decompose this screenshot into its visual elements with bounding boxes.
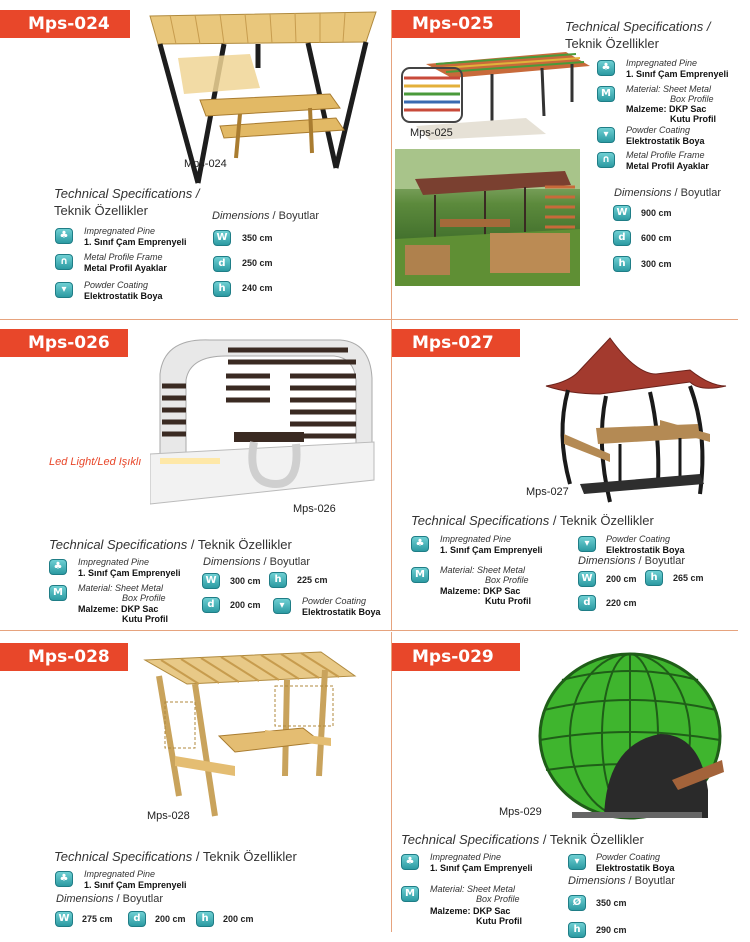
width-icon: W — [578, 571, 596, 587]
depth-value: 220 cm — [606, 598, 637, 608]
height-value: 290 cm — [596, 925, 627, 935]
frame-label-tr: Metal Profil Ayaklar — [626, 161, 709, 171]
width-value: 350 cm — [242, 233, 273, 243]
height-icon: h — [269, 572, 287, 588]
product-model-label: Mps-026 — [293, 503, 336, 515]
product-model-label: Mps-025 — [410, 127, 453, 139]
depth-value: 200 cm — [230, 600, 261, 610]
width-icon: W — [613, 205, 631, 221]
product-model-label: Mps-029 — [499, 806, 542, 818]
depth-icon: d — [202, 597, 220, 613]
tech-spec-subtitle: Teknik Özellikler — [565, 36, 659, 51]
height-icon: h — [613, 256, 631, 272]
pine-label-tr: 1. Sınıf Çam Emprenyeli — [84, 237, 187, 247]
box-profile-label-tr: Kutu Profil — [670, 114, 716, 124]
spray-icon: ▾ — [568, 854, 586, 870]
depth-value: 200 cm — [155, 914, 186, 924]
tech-spec-title: Technical Specifications / Teknik Özellikler — [401, 832, 644, 847]
product-image-mps-024 — [140, 8, 380, 193]
tree-icon: ♣ — [597, 60, 615, 76]
product-photo-mps-025 — [395, 149, 580, 286]
pine-label-en: Impregnated Pine — [84, 869, 156, 879]
powder-label-en: Powder Coating — [606, 534, 671, 544]
material-label-en: Material: Sheet Metal — [430, 884, 516, 894]
height-icon: h — [196, 911, 214, 927]
product-model-label: Mps-024 — [184, 158, 227, 170]
width-icon: W — [202, 573, 220, 589]
row-divider-2 — [0, 630, 738, 631]
box-profile-label-en: Box Profile — [670, 94, 714, 104]
width-value: 200 cm — [606, 574, 637, 584]
pine-label-tr: 1. Sınıf Çam Emprenyeli — [78, 568, 181, 578]
pine-label-en: Impregnated Pine — [78, 557, 150, 567]
tree-icon: ♣ — [49, 559, 67, 575]
material-label-en: Material: Sheet Metal — [78, 583, 164, 593]
spray-icon: ▾ — [273, 598, 291, 614]
product-tag: Mps-026 — [0, 329, 128, 357]
dimensions-heading: Dimensions / Boyutlar — [212, 210, 319, 222]
column-divider-mid — [391, 320, 392, 630]
frame-label-en: Metal Profile Frame — [626, 150, 705, 160]
tree-icon: ♣ — [411, 536, 429, 552]
powder-label-tr: Elektrostatik Boya — [596, 863, 675, 873]
height-value: 265 cm — [673, 573, 704, 583]
powder-label-en: Powder Coating — [84, 280, 149, 290]
pine-label-tr: 1. Sınıf Çam Emprenyeli — [440, 545, 543, 555]
tree-icon: ♣ — [401, 854, 419, 870]
product-tag: Mps-028 — [0, 643, 128, 671]
height-value: 200 cm — [223, 914, 254, 924]
height-value: 240 cm — [242, 283, 273, 293]
dimensions-heading: Dimensions / Boyutlar — [568, 875, 675, 887]
powder-label-tr: Elektrostatik Boya — [626, 136, 705, 146]
box-profile-label-en: Box Profile — [122, 593, 166, 603]
product-tag: Mps-029 — [392, 643, 520, 671]
tech-spec-title: Technical Specifications / — [565, 19, 711, 34]
product-model-label: Mps-028 — [147, 810, 190, 822]
led-light-label: Led Light/Led Işıklı — [49, 456, 142, 468]
product-tag: Mps-025 — [392, 10, 520, 38]
column-divider-bottom — [391, 632, 392, 932]
pine-label-tr: 1. Sınıf Çam Emprenyeli — [84, 880, 187, 890]
material-icon: M — [411, 567, 429, 583]
width-icon: W — [213, 230, 231, 246]
width-value: 900 cm — [641, 208, 672, 218]
material-label-tr: Malzeme: DKP Sac — [78, 604, 159, 614]
depth-icon: d — [578, 595, 596, 611]
box-profile-label-en: Box Profile — [485, 575, 529, 585]
height-value: 225 cm — [297, 575, 328, 585]
tech-spec-title: Technical Specifications / Teknik Özellikler — [411, 513, 654, 528]
tech-spec-title: Technical Specifications / — [54, 186, 200, 201]
tree-icon: ♣ — [55, 871, 73, 887]
frame-icon: ∩ — [55, 254, 73, 270]
height-icon: h — [645, 570, 663, 586]
product-tag: Mps-027 — [392, 329, 520, 357]
frame-label-tr: Metal Profil Ayaklar — [84, 263, 167, 273]
pine-label-en: Impregnated Pine — [84, 226, 156, 236]
material-icon: M — [401, 886, 419, 902]
dimensions-heading: Dimensions / Boyutlar — [578, 555, 685, 567]
product-image-mps-028 — [135, 646, 361, 830]
product-tag: Mps-024 — [0, 10, 130, 38]
height-icon: h — [213, 281, 231, 297]
depth-value: 600 cm — [641, 233, 672, 243]
depth-icon: d — [613, 230, 631, 246]
frame-icon: ∩ — [597, 152, 615, 168]
material-label-en: Material: Sheet Metal — [626, 84, 712, 94]
material-label-en: Material: Sheet Metal — [440, 565, 526, 575]
box-profile-label-tr: Kutu Profil — [476, 916, 522, 926]
product-image-mps-026 — [150, 334, 376, 514]
depth-icon: d — [128, 911, 146, 927]
pine-label-en: Impregnated Pine — [440, 534, 512, 544]
powder-label-tr: Elektrostatik Boya — [302, 607, 381, 617]
column-divider-top — [391, 10, 392, 320]
material-label-tr: Malzeme: DKP Sac — [440, 586, 521, 596]
spray-icon: ▾ — [578, 536, 596, 552]
tech-spec-title: Technical Specifications / Teknik Özellikler — [49, 537, 292, 552]
tech-spec-title: Technical Specifications / Teknik Özellikler — [54, 849, 297, 864]
box-profile-label-tr: Kutu Profil — [485, 596, 531, 606]
height-value: 300 cm — [641, 259, 672, 269]
product-model-label: Mps-027 — [526, 486, 569, 498]
dimensions-heading: Dimensions / Boyutlar — [56, 893, 163, 905]
tree-icon: ♣ — [55, 228, 73, 244]
frame-label-en: Metal Profile Frame — [84, 252, 163, 262]
height-icon: h — [568, 922, 586, 938]
diameter-value: 350 cm — [596, 898, 627, 908]
product-image-mps-029 — [532, 640, 728, 820]
width-value: 275 cm — [82, 914, 113, 924]
tech-spec-subtitle: Teknik Özellikler — [54, 203, 148, 218]
material-icon: M — [49, 585, 67, 601]
box-profile-label-en: Box Profile — [476, 894, 520, 904]
diameter-icon: Ø — [568, 895, 586, 911]
width-icon: W — [55, 911, 73, 927]
powder-label-en: Powder Coating — [596, 852, 661, 862]
row-divider-1 — [0, 319, 738, 320]
box-profile-label-tr: Kutu Profil — [122, 614, 168, 624]
depth-value: 250 cm — [242, 258, 273, 268]
spray-icon: ▾ — [55, 282, 73, 298]
powder-label-en: Powder Coating — [302, 596, 367, 606]
powder-label-tr: Elektrostatik Boya — [84, 291, 163, 301]
pine-label-en: Impregnated Pine — [430, 852, 502, 862]
powder-label-tr: Elektrostatik Boya — [606, 545, 685, 555]
pine-label-en: Impregnated Pine — [626, 58, 698, 68]
dimensions-heading: Dimensions / Boyutlar — [203, 556, 310, 568]
material-label-tr: Malzeme: DKP Sac — [626, 104, 707, 114]
pine-label-tr: 1. Sınıf Çam Emprenyeli — [626, 69, 729, 79]
material-label-tr: Malzeme: DKP Sac — [430, 906, 511, 916]
depth-icon: d — [213, 256, 231, 272]
powder-label-en: Powder Coating — [626, 125, 691, 135]
width-value: 300 cm — [230, 576, 261, 586]
material-icon: M — [597, 86, 615, 102]
spray-icon: ▾ — [597, 127, 615, 143]
pine-label-tr: 1. Sınıf Çam Emprenyeli — [430, 863, 533, 873]
dimensions-heading: Dimensions / Boyutlar — [614, 187, 721, 199]
